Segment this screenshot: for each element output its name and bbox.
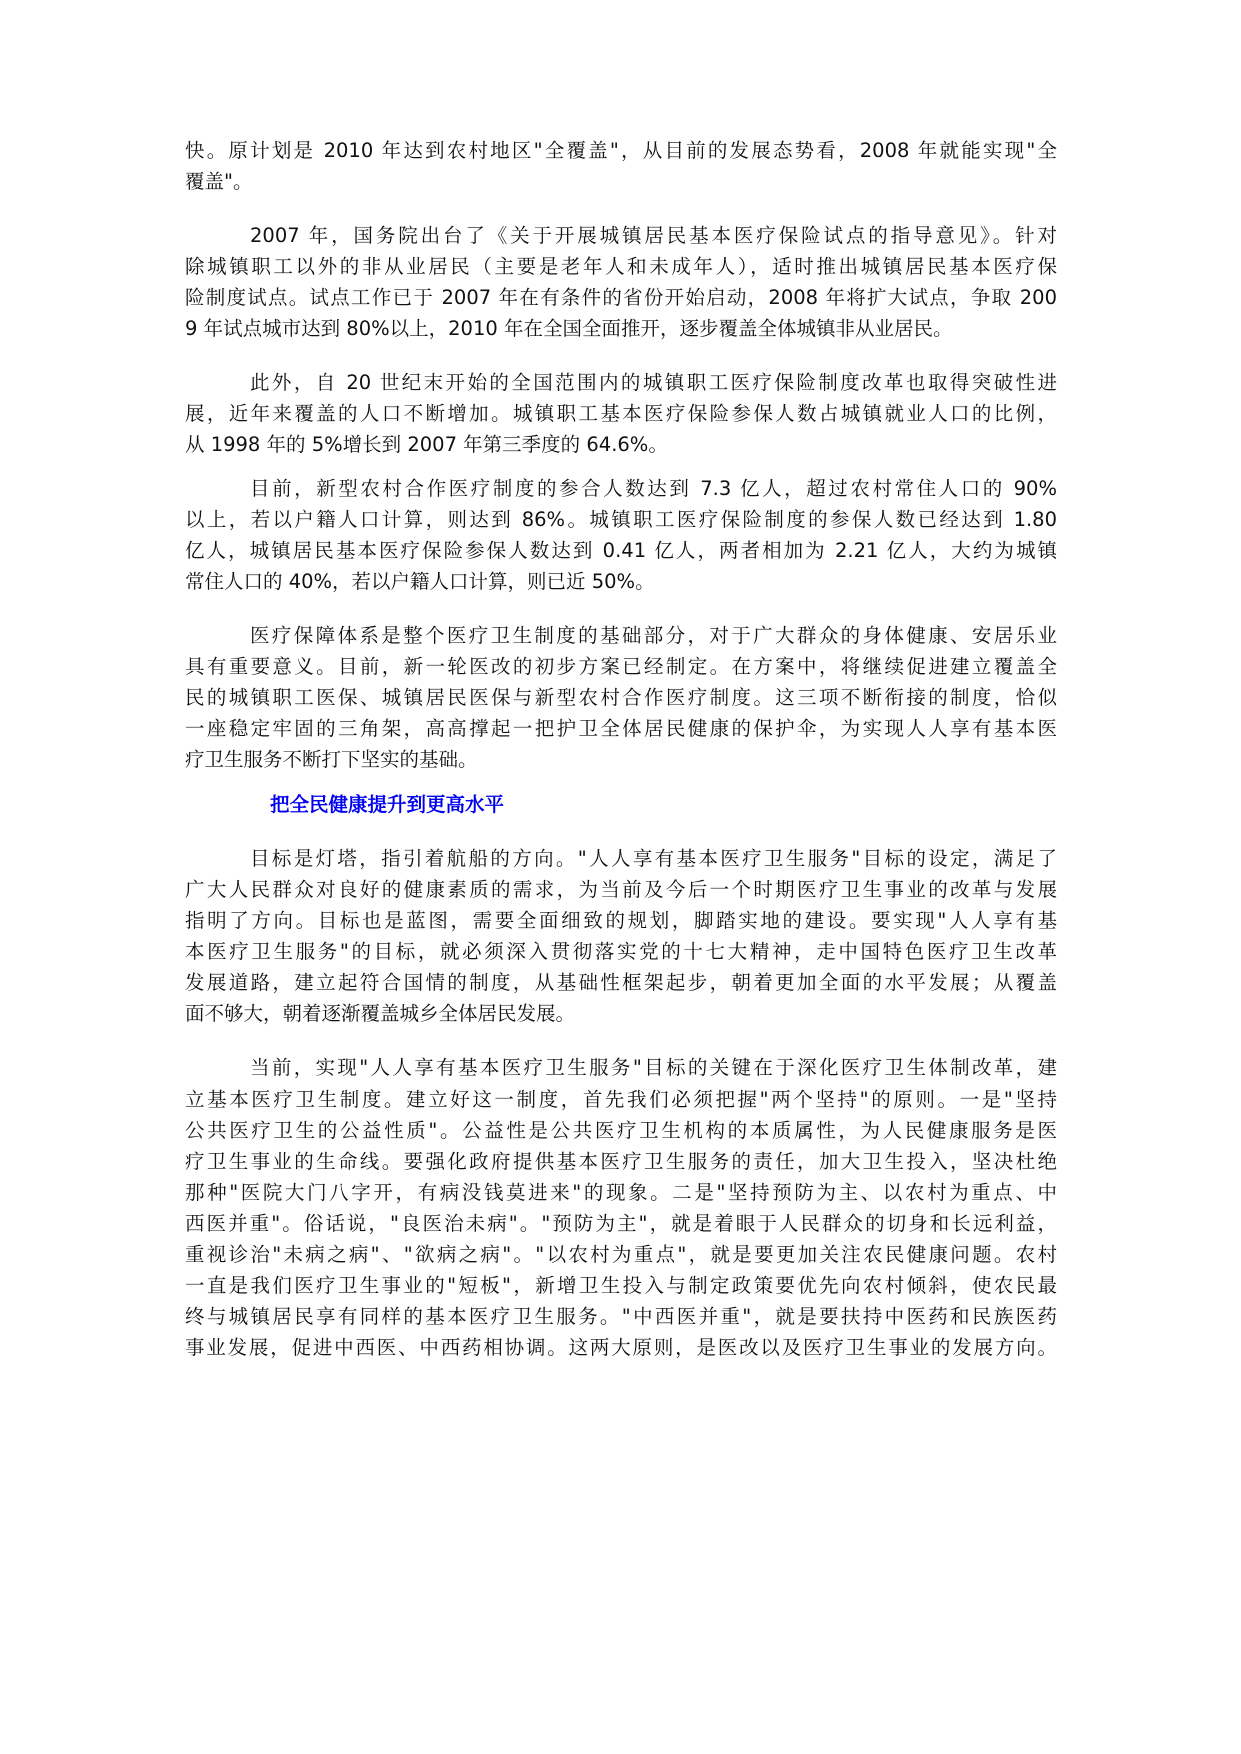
text-line: 医疗保障体系是整个医疗卫生制度的基础部分，对于广大群众的身体健康、安居乐业	[250, 624, 1057, 647]
text-line: 一座稳定牢固的三角架，高高撑起一把护卫全体居民健康的保护伞，为实现人人享有基本医	[185, 717, 1057, 740]
text-line: 事业发展，促进中西医、中西药相协调。这两大原则，是医改以及医疗卫生事业的发展方向。	[185, 1336, 1057, 1359]
text-line: 险制度试点。试点工作已于 2007 年在有条件的省份开始启动，2008 年将扩大试点，争取 200	[185, 286, 1057, 309]
text-line: 展，近年来覆盖的人口不断增加。城镇职工基本医疗保险参保人数占城镇就业人口的比例，	[185, 402, 1057, 425]
text-line: 疗卫生服务不断打下坚实的基础。	[185, 748, 478, 771]
text-line: 重视诊治"未病之病"、"欲病之病"。"以农村为重点"，就是要更加关注农民健康问题。农村	[185, 1243, 1057, 1266]
text-line: 疗卫生事业的生命线。要强化政府提供基本医疗卫生服务的责任，加大卫生投入，坚决杜绝	[185, 1150, 1057, 1173]
text-line: 立基本医疗卫生制度。建立好这一制度，首先我们必须把握"两个坚持"的原则。一是"坚持	[185, 1088, 1057, 1111]
text-line: 常住人口的 40%，若以户籍人口计算，则已近 50%。	[185, 570, 655, 593]
text-line: 一直是我们医疗卫生事业的"短板"，新增卫生投入与制定政策要优先向农村倾斜，使农民最	[185, 1274, 1057, 1297]
text-line: 覆盖"。	[185, 170, 253, 193]
text-line: 目标是灯塔，指引着航船的方向。"人人享有基本医疗卫生服务"目标的设定，满足了	[250, 847, 1057, 870]
text-line: 指明了方向。目标也是蓝图，需要全面细致的规划，脚踏实地的建设。要实现"人人享有基	[185, 909, 1057, 932]
text-line: 从 1998 年的 5%增长到 2007 年第三季度的 64.6%。	[185, 433, 668, 456]
text-line: 以上，若以户籍人口计算，则达到 86%。城镇职工医疗保险制度的参保人数已经达到 1.80	[185, 508, 1057, 531]
text-line: 那种"医院大门八字开，有病没钱莫进来"的现象。二是"坚持预防为主、以农村为重点、中	[185, 1181, 1057, 1204]
text-line: 西医并重"。俗话说，"良医治未病"。"预防为主"，就是着眼于人民群众的切身和长远利益，	[185, 1212, 1057, 1235]
text-line: 广大人民群众对良好的健康素质的需求，为当前及今后一个时期医疗卫生事业的改革与发展	[185, 878, 1057, 901]
text-line: 当前，实现"人人享有基本医疗卫生服务"目标的关键在于深化医疗卫生体制改革，建	[250, 1056, 1057, 1079]
text-line: 发展道路，建立起符合国情的制度，从基础性框架起步，朝着更加全面的水平发展；从覆盖	[185, 971, 1057, 994]
text-line: 面不够大，朝着逐渐覆盖城乡全体居民发展。	[185, 1002, 576, 1025]
text-line: 快。原计划是 2010 年达到农村地区"全覆盖"，从目前的发展态势看，2008 年就能实现"全	[185, 139, 1057, 162]
text-line: 具有重要意义。目前，新一轮医改的初步方案已经制定。在方案中，将继续促进建立覆盖全	[185, 655, 1057, 678]
text-line: 除城镇职工以外的非从业居民（主要是老年人和未成年人），适时推出城镇居民基本医疗保	[185, 255, 1057, 278]
text-line: 目前，新型农村合作医疗制度的参合人数达到 7.3 亿人，超过农村常住人口的 90%	[250, 477, 1057, 500]
text-line: 终与城镇居民享有同样的基本医疗卫生服务。"中西医并重"，就是要扶持中医药和民族医药	[185, 1305, 1057, 1328]
text-line: 亿人，城镇居民基本医疗保险参保人数达到 0.41 亿人，两者相加为 2.21 亿人，大约为城镇	[185, 539, 1057, 562]
text-line: 9 年试点城市达到 80%以上，2010 年在全国全面推开，逐步覆盖全体城镇非从业居民。	[185, 317, 953, 340]
text-line: 民的城镇职工医保、城镇居民医保与新型农村合作医疗制度。这三项不断衔接的制度，恰似	[185, 686, 1057, 709]
text-line: 公共医疗卫生的公益性质"。公益性是公共医疗卫生机构的本质属性，为人民健康服务是医	[185, 1119, 1057, 1142]
section-heading: 把全民健康提升到更高水平	[270, 793, 505, 816]
text-line: 2007 年，国务院出台了《关于开展城镇居民基本医疗保险试点的指导意见》。针对	[250, 224, 1057, 247]
text-line: 此外，自 20 世纪末开始的全国范围内的城镇职工医疗保险制度改革也取得突破性进	[250, 371, 1057, 394]
text-line: 本医疗卫生服务"的目标，就必须深入贯彻落实党的十七大精神，走中国特色医疗卫生改革	[185, 940, 1057, 963]
